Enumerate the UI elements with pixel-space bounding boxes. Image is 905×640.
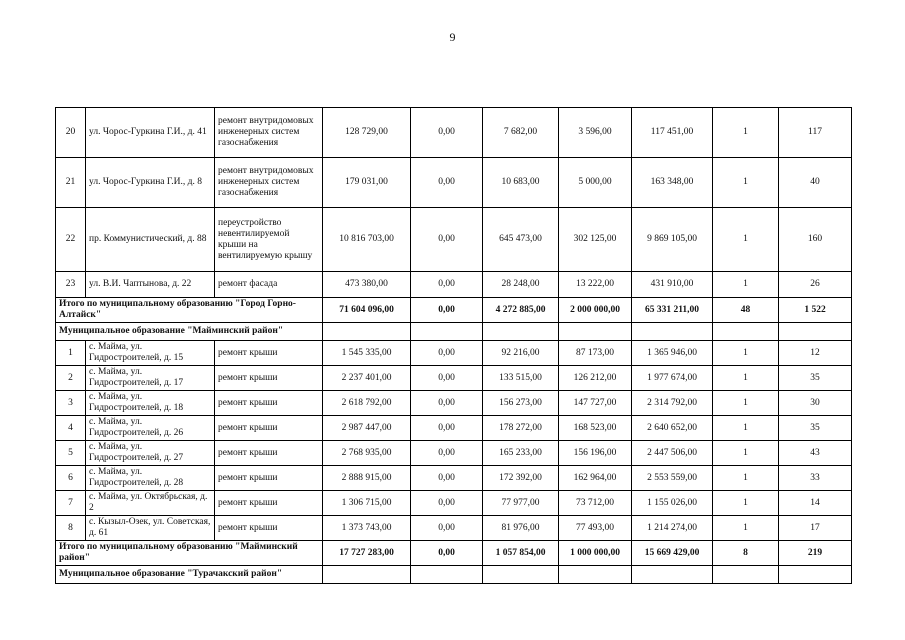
section-header-row [56, 323, 852, 341]
total-cost-cell: 2 888 915,00 [323, 466, 411, 491]
total-resident-count: 1 522 [779, 298, 852, 323]
federal-funds-cell: 0,00 [411, 416, 483, 441]
resident-count-cell: 117 [779, 108, 852, 158]
regional-funds-cell: 178 272,00 [483, 416, 559, 441]
federal-funds-cell: 0,00 [411, 366, 483, 391]
owner-funds-cell: 2 640 652,00 [632, 416, 713, 441]
owner-funds-cell: 2 314 792,00 [632, 391, 713, 416]
local-funds-cell: 302 125,00 [559, 208, 632, 272]
local-funds-cell: 126 212,00 [559, 366, 632, 391]
local-funds-cell: 87 173,00 [559, 341, 632, 366]
table-row [56, 491, 852, 516]
address-cell: с. Майма, ул. Гидростроителей, д. 28 [86, 466, 215, 491]
resident-count-cell: 14 [779, 491, 852, 516]
address-cell: с. Майма, ул. Гидростроителей, д. 18 [86, 391, 215, 416]
row-number: 3 [56, 391, 86, 416]
section-header-row [56, 566, 852, 584]
resident-count-cell: 33 [779, 466, 852, 491]
address-cell: с. Кызыл-Озек, ул. Советская, д. 61 [86, 516, 215, 541]
resident-count-cell: 35 [779, 416, 852, 441]
section-title: Муниципальное образование "Майминский район" [56, 323, 323, 341]
local-funds-cell: 168 523,00 [559, 416, 632, 441]
work-type-cell: ремонт крыши [215, 416, 323, 441]
local-funds-cell: 13 222,00 [559, 272, 632, 298]
resident-count-cell: 40 [779, 158, 852, 208]
work-type-cell: ремонт крыши [215, 491, 323, 516]
empty-cell [632, 566, 713, 584]
table-row [56, 466, 852, 491]
owner-funds-cell: 9 869 105,00 [632, 208, 713, 272]
empty-cell [632, 323, 713, 341]
local-funds-cell: 147 727,00 [559, 391, 632, 416]
row-number: 8 [56, 516, 86, 541]
total-cost-cell: 2 237 401,00 [323, 366, 411, 391]
table-row [56, 341, 852, 366]
table-row [56, 441, 852, 466]
federal-funds-cell: 0,00 [411, 441, 483, 466]
local-funds-cell: 5 000,00 [559, 158, 632, 208]
row-number: 20 [56, 108, 86, 158]
total-cost-cell: 1 306 715,00 [323, 491, 411, 516]
regional-funds-cell: 133 515,00 [483, 366, 559, 391]
empty-cell [323, 323, 411, 341]
owner-funds-cell: 1 214 274,00 [632, 516, 713, 541]
total-federal-funds: 0,00 [411, 298, 483, 323]
resident-count-cell: 30 [779, 391, 852, 416]
regional-funds-cell: 10 683,00 [483, 158, 559, 208]
owner-funds-cell: 1 155 026,00 [632, 491, 713, 516]
empty-cell [713, 323, 779, 341]
work-type-cell: ремонт крыши [215, 341, 323, 366]
total-label: Итого по муниципальному образованию "Майминский район" [56, 541, 323, 566]
owner-funds-cell: 117 451,00 [632, 108, 713, 158]
table-row [56, 208, 852, 272]
address-cell: с. Майма, ул. Гидростроителей, д. 15 [86, 341, 215, 366]
total-row [56, 541, 852, 566]
resident-count-cell: 43 [779, 441, 852, 466]
federal-funds-cell: 0,00 [411, 466, 483, 491]
row-number: 1 [56, 341, 86, 366]
total-local-funds: 1 000 000,00 [559, 541, 632, 566]
row-number: 5 [56, 441, 86, 466]
total-cost-cell: 10 816 703,00 [323, 208, 411, 272]
table-row [56, 416, 852, 441]
empty-cell [411, 323, 483, 341]
total-owner-funds: 15 669 429,00 [632, 541, 713, 566]
repair-program-table [55, 107, 852, 584]
total-cost-cell: 1 545 335,00 [323, 341, 411, 366]
empty-cell [411, 566, 483, 584]
total-cost-cell: 473 380,00 [323, 272, 411, 298]
regional-funds-cell: 645 473,00 [483, 208, 559, 272]
regional-funds-cell: 7 682,00 [483, 108, 559, 158]
row-number: 23 [56, 272, 86, 298]
table-row [56, 108, 852, 158]
owner-funds-cell: 2 553 559,00 [632, 466, 713, 491]
owner-funds-cell: 431 910,00 [632, 272, 713, 298]
regional-funds-cell: 156 273,00 [483, 391, 559, 416]
building-count-cell: 1 [713, 466, 779, 491]
resident-count-cell: 160 [779, 208, 852, 272]
table-row [56, 366, 852, 391]
local-funds-cell: 77 493,00 [559, 516, 632, 541]
empty-cell [483, 323, 559, 341]
total-local-funds: 2 000 000,00 [559, 298, 632, 323]
building-count-cell: 1 [713, 158, 779, 208]
work-type-cell: ремонт крыши [215, 516, 323, 541]
empty-cell [779, 323, 852, 341]
table-row [56, 391, 852, 416]
address-cell: с. Майма, ул. Гидростроителей, д. 17 [86, 366, 215, 391]
section-title: Муниципальное образование "Турачакский район" [56, 566, 323, 584]
work-type-cell: ремонт крыши [215, 441, 323, 466]
total-building-count: 8 [713, 541, 779, 566]
total-building-count: 48 [713, 298, 779, 323]
resident-count-cell: 17 [779, 516, 852, 541]
local-funds-cell: 162 964,00 [559, 466, 632, 491]
regional-funds-cell: 77 977,00 [483, 491, 559, 516]
building-count-cell: 1 [713, 366, 779, 391]
total-total-cost: 71 604 096,00 [323, 298, 411, 323]
empty-cell [779, 566, 852, 584]
row-number: 6 [56, 466, 86, 491]
federal-funds-cell: 0,00 [411, 491, 483, 516]
resident-count-cell: 35 [779, 366, 852, 391]
local-funds-cell: 156 196,00 [559, 441, 632, 466]
table-body [56, 108, 852, 584]
row-number: 22 [56, 208, 86, 272]
federal-funds-cell: 0,00 [411, 516, 483, 541]
total-total-cost: 17 727 283,00 [323, 541, 411, 566]
address-cell: с. Майма, ул. Гидростроителей, д. 27 [86, 441, 215, 466]
local-funds-cell: 3 596,00 [559, 108, 632, 158]
federal-funds-cell: 0,00 [411, 391, 483, 416]
address-cell: пр. Коммунистический, д. 88 [86, 208, 215, 272]
work-type-cell: ремонт внутридомовых инженерных систем газоснабжения [215, 108, 323, 158]
regional-funds-cell: 92 216,00 [483, 341, 559, 366]
federal-funds-cell: 0,00 [411, 272, 483, 298]
total-cost-cell: 179 031,00 [323, 158, 411, 208]
row-number: 2 [56, 366, 86, 391]
owner-funds-cell: 1 365 946,00 [632, 341, 713, 366]
building-count-cell: 1 [713, 416, 779, 441]
total-federal-funds: 0,00 [411, 541, 483, 566]
row-number: 4 [56, 416, 86, 441]
address-cell: ул. В.И. Чаптынова, д. 22 [86, 272, 215, 298]
address-cell: с. Майма, ул. Октябрьская, д. 2 [86, 491, 215, 516]
work-type-cell: переустройство невентилируемой крыши на вентилируемую крышу [215, 208, 323, 272]
building-count-cell: 1 [713, 341, 779, 366]
address-cell: с. Майма, ул. Гидростроителей, д. 26 [86, 416, 215, 441]
total-owner-funds: 65 331 211,00 [632, 298, 713, 323]
work-type-cell: ремонт внутридомовых инженерных систем газоснабжения [215, 158, 323, 208]
total-cost-cell: 1 373 743,00 [323, 516, 411, 541]
table-row [56, 272, 852, 298]
address-cell: ул. Чорос-Гуркина Г.И., д. 8 [86, 158, 215, 208]
page-number: 9 [449, 30, 456, 44]
owner-funds-cell: 163 348,00 [632, 158, 713, 208]
regional-funds-cell: 172 392,00 [483, 466, 559, 491]
empty-cell [713, 566, 779, 584]
building-count-cell: 1 [713, 272, 779, 298]
total-regional-funds: 1 057 854,00 [483, 541, 559, 566]
owner-funds-cell: 2 447 506,00 [632, 441, 713, 466]
total-cost-cell: 2 618 792,00 [323, 391, 411, 416]
regional-funds-cell: 165 233,00 [483, 441, 559, 466]
building-count-cell: 1 [713, 108, 779, 158]
table-row [56, 158, 852, 208]
empty-cell [483, 566, 559, 584]
total-cost-cell: 2 987 447,00 [323, 416, 411, 441]
building-count-cell: 1 [713, 208, 779, 272]
federal-funds-cell: 0,00 [411, 108, 483, 158]
regional-funds-cell: 28 248,00 [483, 272, 559, 298]
total-cost-cell: 128 729,00 [323, 108, 411, 158]
empty-cell [559, 323, 632, 341]
federal-funds-cell: 0,00 [411, 158, 483, 208]
resident-count-cell: 26 [779, 272, 852, 298]
building-count-cell: 1 [713, 491, 779, 516]
building-count-cell: 1 [713, 441, 779, 466]
local-funds-cell: 73 712,00 [559, 491, 632, 516]
owner-funds-cell: 1 977 674,00 [632, 366, 713, 391]
building-count-cell: 1 [713, 391, 779, 416]
total-label: Итого по муниципальному образованию "Город Горно-Алтайск" [56, 298, 323, 323]
row-number: 7 [56, 491, 86, 516]
address-cell: ул. Чорос-Гуркина Г.И., д. 41 [86, 108, 215, 158]
regional-funds-cell: 81 976,00 [483, 516, 559, 541]
empty-cell [323, 566, 411, 584]
work-type-cell: ремонт крыши [215, 466, 323, 491]
building-count-cell: 1 [713, 516, 779, 541]
row-number: 21 [56, 158, 86, 208]
work-type-cell: ремонт крыши [215, 366, 323, 391]
total-row [56, 298, 852, 323]
work-type-cell: ремонт крыши [215, 391, 323, 416]
work-type-cell: ремонт фасада [215, 272, 323, 298]
total-resident-count: 219 [779, 541, 852, 566]
total-cost-cell: 2 768 935,00 [323, 441, 411, 466]
empty-cell [559, 566, 632, 584]
resident-count-cell: 12 [779, 341, 852, 366]
federal-funds-cell: 0,00 [411, 208, 483, 272]
total-regional-funds: 4 272 885,00 [483, 298, 559, 323]
federal-funds-cell: 0,00 [411, 341, 483, 366]
table-row [56, 516, 852, 541]
